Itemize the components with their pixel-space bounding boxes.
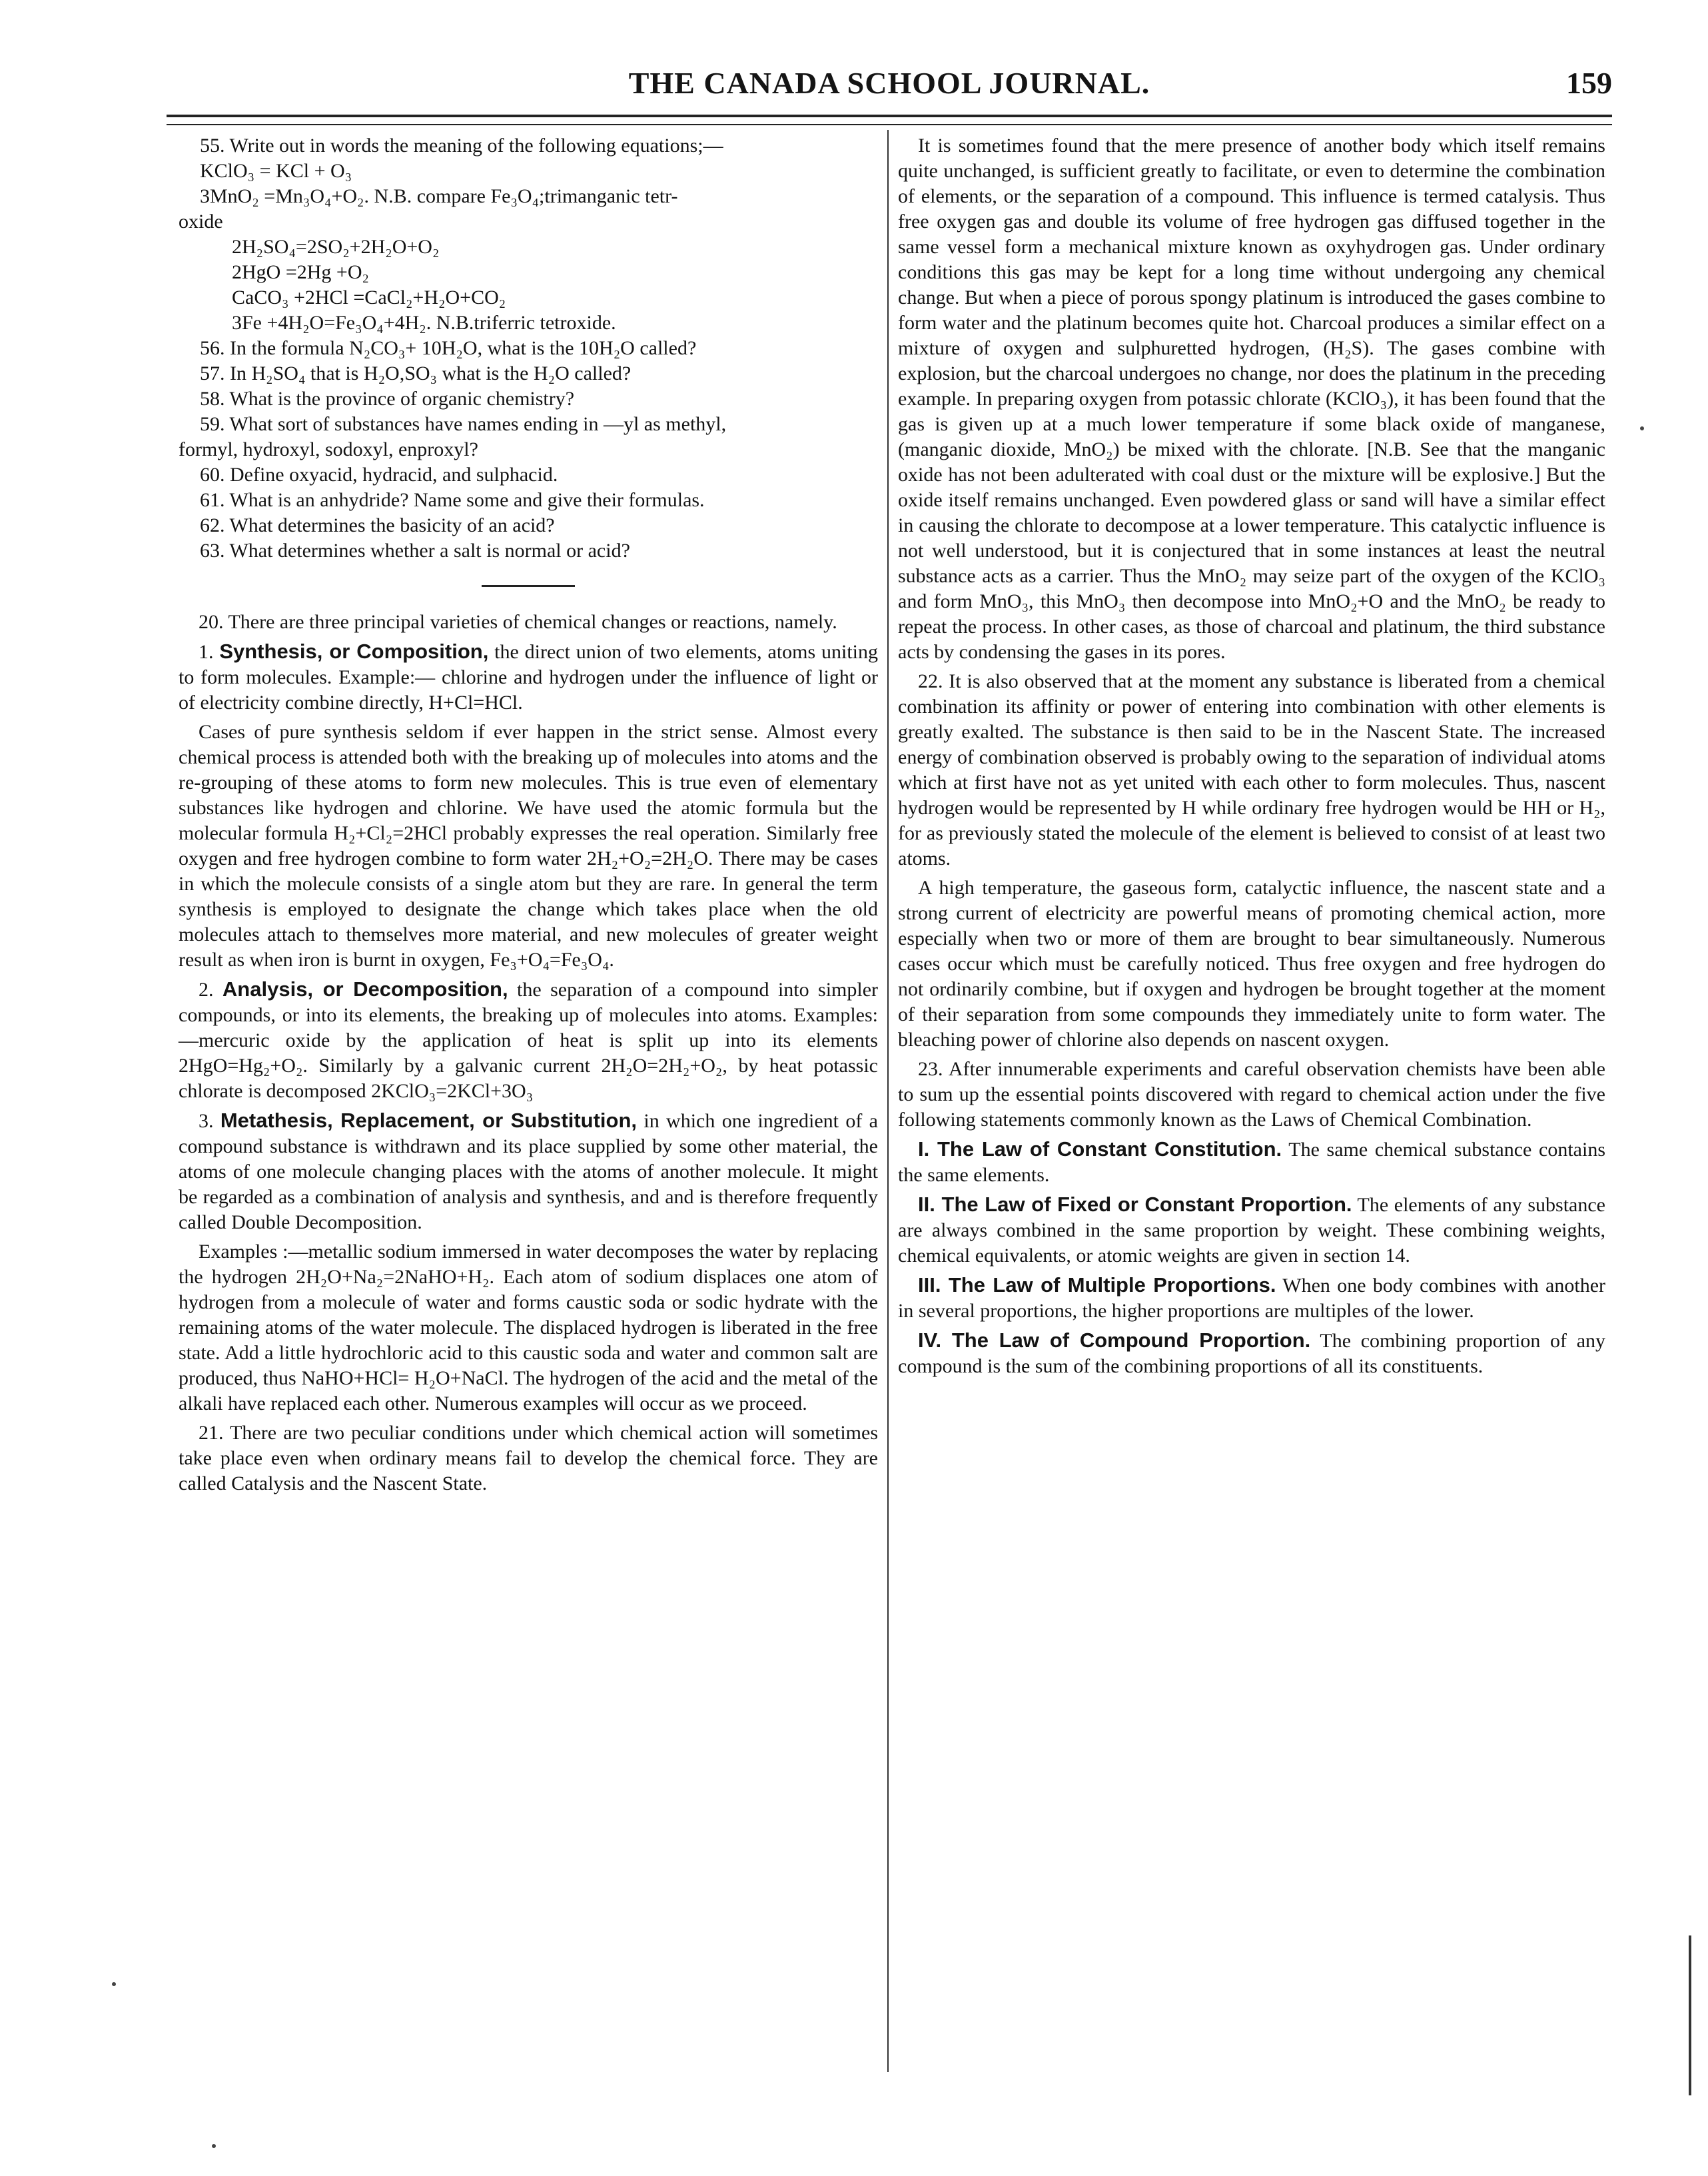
page-number: 159 [1566, 66, 1612, 100]
right-column [898, 133, 1605, 1383]
column-divider [887, 130, 889, 2072]
law-3-heading: III. The Law of Multiple Proportions. [918, 1273, 1276, 1297]
synthesis-text: the direct union of two elements, atoms uniting to form molecules. Example:— chlorine and hydrogen under the influence of light or of electricity combine directly, H+Cl=HCl. [179, 641, 878, 714]
law-3-text: When one body combines with another in several proportions, the higher proportions are multiples of the lower. [898, 1275, 1605, 1322]
paragraph-23: 23. After innumerable experiments and careful observation chemists have been able to sum up the essential points discovered with regard to chemical action under the five following statements commonly known as the Laws of Chemical Combination. [898, 1058, 1605, 1131]
metathesis-heading: Metathesis, Replacement, or Substitution, [220, 1109, 638, 1132]
equation-3: 2H₂SO₄=2SO₂+2H₂O+O₂ [232, 236, 440, 258]
analysis-text: the separation of a compound into simpler compounds, or into its elements, the breaking up of molecules into atoms. Examples:—mercuric oxide by the application of heat is split up into its elements 2HgO=Hg₂+O₂. Similarly by a galvanic current 2H₂O=2H₂+O₂, by heat potassic chlorate is decomposed 2KClO₃=2KCl+3O₃ [179, 979, 879, 1102]
speck [112, 1982, 116, 1986]
paragraph-synthesis-detail: Cases of pure synthesis seldom if ever happen in the strict sense. Almost every chemical process is attended both with the breaking up of molecules into atoms and the re-grouping of these atoms to form new molecules. This is true even of elementary substances like hydrogen and chlorine. We have used the atomic formula but the molecular formula H₂+Cl₂=2HCl probably expresses the real operation. Similarly free oxygen and free hydrogen combine to form water 2H₂+O₂=2H₂O. There may be cases in which the molecule consists of a single atom but they are rare. In general the term synthesis is employed to designate the change which takes place when the old molecules attach to themselves more material, and new molecules of greater weight result as when iron is burnt in oxygen, Fe₃+O₄=Fe₃O₄. [179, 721, 878, 971]
speck [212, 2144, 216, 2148]
header-rule [167, 115, 1612, 117]
question-55: 55. Write out in words the meaning of the following equations;— [200, 135, 723, 157]
paragraph-synthesis [179, 639, 878, 716]
law-4-text: The combining proportion of any compound is the sum of the combining proportions of all its constituents. [898, 1330, 1606, 1377]
question-62: 62. What determines the basicity of an acid? [200, 514, 555, 536]
question-57: 57. In H₂SO₄ that is H₂O,SO₃ what is the H₂O called? [200, 362, 632, 384]
margin-mark [1689, 1935, 1691, 2095]
question-59: 59. What sort of substances have names ending in —yl as methyl, [200, 413, 727, 435]
law-1-text: The same chemical substance contains the same elements. [898, 1139, 1605, 1186]
paragraph-21: 21. There are two peculiar conditions under which chemical action will sometimes take place even when ordinary means fail to develop the chemical force. They are called Catalysis and the Nascent State. [179, 1422, 878, 1494]
journal-title: THE CANADA SCHOOL JOURNAL. [628, 66, 1150, 100]
equation-5: CaCO₃ +2HCl =CaCl₂+H₂O+CO₂ [232, 286, 506, 308]
paragraph-metathesis [179, 1108, 878, 1235]
page-header [167, 61, 1612, 108]
question-63: 63. What determines whether a salt is normal or acid? [200, 540, 630, 562]
equation-6: 3Fe +4H₂O=Fe₃O₄+4H₂. N.B.triferric tetroxide. [232, 312, 616, 334]
section-separator [482, 585, 575, 587]
paragraph-analysis [179, 977, 878, 1104]
law-4-heading: IV. The Law of Compound Proportion. [918, 1329, 1311, 1352]
question-56: 56. In the formula N₂CO₃+ 10H₂O, what is the 10H₂O called? [200, 337, 697, 359]
question-58: 58. What is the province of organic chemistry? [200, 388, 575, 410]
analysis-number: 2. [199, 979, 222, 1001]
synthesis-heading: Synthesis, or Composition, [219, 640, 489, 663]
header-rule-thin [167, 124, 1612, 125]
paragraph-catalysis: It is sometimes found that the mere presence of another body which itself remains quite unchanged, is sufficient greatly to facilitate, or even to determine the combination of elements, or the separation of a compound. This influence is termed catalysis. Thus free oxygen gas and double its volume of free hydrogen gas diffused together in the same vessel form a mechanical mixture known as oxyhydrogen gas. Under ordinary conditions this gas may be kept for a long time without undergoing any chemical change. But when a piece of porous spongy platinum is introduced the gases combine to form water and the platinum becomes quite hot. Charcoal produces a similar effect on a mixture of oxygen and sulphuretted hydrogen, (H₂S). The gases combine with explosion, but the charcoal undergoes no change, nor does the platinum in the preceding example. In preparing oxygen from potassic chlorate (KClO₃), it has been found that the gas is given up at a much lower temperature if some black oxide of manganese, (manganic dioxide, MnO₂) be mixed with the chlorate. [N.B. See that the manganic oxide has not been adulterated with coal dust or the mixture will be explosive.] But the oxide itself remains unchanged. Even powdered glass or sand will have a similar effect in causing the chlorate to decompose at a lower temperature. This catalyctic influence is not well understood, but it is conjectured that in some instances at least the neutral substance acts as a carrier. Thus the MnO₂ may seize part of the oxygen of the KClO₃ and form MnO₃, this MnO₃ then decompose into MnO₂+O and the MnO₂ be ready to repeat the process. In other cases, as those of charcoal and platinum, the third substance acts by condensing the gases in its pores. [898, 135, 1605, 663]
equation-4: 2HgO =2Hg +O₂ [232, 261, 369, 283]
law-compound-proportion [898, 1328, 1605, 1379]
question-61: 61. What is an anhydride? Name some and give their formulas. [200, 489, 705, 511]
law-2-heading: II. The Law of Fixed or Constant Proportion. [918, 1193, 1352, 1216]
paragraph-20: 20. There are three principal varieties of chemical changes or reactions, namely. [199, 611, 837, 633]
paragraph-22-continued: A high temperature, the gaseous form, catalyctic influence, the nascent state and a strong current of electricity are powerful means of promoting chemical action, more especially when two or more of them are brought to bear simultaneously. Numerous cases occur which must be carefully noticed. Thus free oxygen and free hydrogen do not ordinarily combine, but if oxygen and hydrogen be brought together at the moment of their separation from some compounds they immediately unite to form water. The bleaching power of chlorine also depends on nascent oxygen. [898, 877, 1605, 1051]
speck [1640, 426, 1644, 430]
law-multiple-proportions [898, 1273, 1605, 1324]
paragraph-metathesis-examples: Examples :—metallic sodium immersed in water decomposes the water by replacing the hydrogen 2H₂O+Na₂=2NaHO+H₂. Each atom of sodium displaces one atom of hydrogen from a molecule of water and forms caustic soda or sodic hydrate with the remaining atoms of the water molecule. The displaced hydrogen is liberated in the free state. Add a little hydrochloric acid to this caustic soda and water and common salt are produced, thus NaHO+HCl= H₂O+NaCl. The hydrogen of the acid and the metal of the alkali have replaced each other. Numerous examples will occur as we proceed. [179, 1241, 878, 1414]
metathesis-number: 3. [199, 1110, 220, 1132]
left-column [179, 133, 878, 1500]
law-fixed-proportion [898, 1192, 1605, 1269]
equation-1: KClO₃ = KCl + O₃ [200, 160, 352, 182]
equation-2-continued: oxide [179, 211, 223, 233]
question-60: 60. Define oxyacid, hydracid, and sulphacid. [200, 464, 558, 486]
analysis-heading: Analysis, or Decomposition, [222, 977, 508, 1001]
law-2-text: The elements of any substance are always combined in the same proportion by weight. These combining weights, chemical equivalents, or atomic weights are given in section 14. [898, 1194, 1605, 1267]
equation-2: 3MnO₂ =Mn₃O₄+O₂. N.B. compare Fe₃O₄;trimanganic tetr- [200, 185, 678, 207]
paragraph-22: 22. It is also observed that at the moment any substance is liberated from a chemical combination its affinity or power of entering into combination with other elements is greatly exalted. The substance is then said to be in the Nascent State. The increased energy of combination observed is probably owing to the separation of individual atoms which at first have not as yet united with each other to form molecules. Thus, nascent hydrogen would be represented by H while ordinary free hydrogen would be HH or H₂, for as previously stated the molecule of the element is believed to consist of at least two atoms. [898, 670, 1605, 869]
law-1-heading: I. The Law of Constant Constitution. [918, 1137, 1282, 1161]
synthesis-number: 1. [199, 641, 220, 663]
law-constant-constitution [898, 1137, 1605, 1188]
metathesis-text: in which one ingredient of a compound substance is withdrawn and its place supplied by some other material, the atoms of one molecule changing places with the atoms of another molecule. It might be regarded as a combination of analysis and synthesis, and and is therefore frequently called Double Decomposition. [179, 1110, 878, 1233]
question-59-continued: formyl, hydroxyl, sodoxyl, enproxyl? [179, 438, 478, 460]
